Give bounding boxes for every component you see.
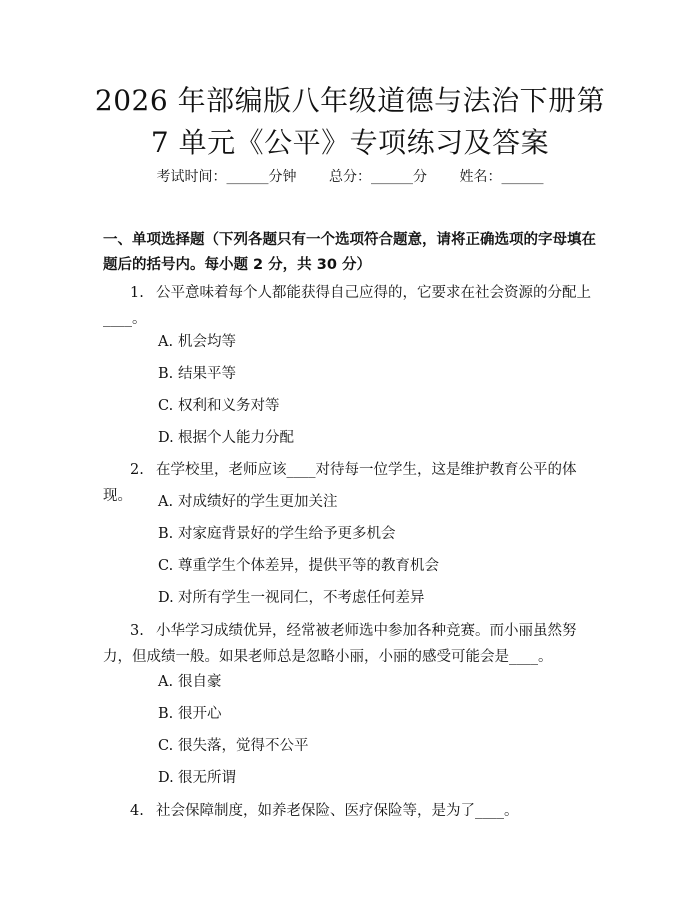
option-3c — [158, 736, 598, 756]
question-4 — [103, 798, 603, 824]
option-2c — [158, 556, 598, 576]
option-text: 对所有学生一视同仁，不考虑任何差异 — [178, 590, 425, 606]
option-text: 很失落，觉得不公平 — [178, 738, 309, 754]
option-letter: D. — [158, 430, 174, 446]
option-3d — [158, 768, 598, 788]
option-text: 对家庭背景好的学生给予更多机会 — [178, 526, 396, 542]
option-letter: C. — [158, 398, 174, 414]
option-letter: A. — [158, 674, 174, 690]
option-text: 机会均等 — [178, 334, 236, 350]
option-letter: B. — [158, 366, 174, 382]
question-number: 4. — [130, 803, 144, 819]
question-text: 社会保障制度，如养老保险、医疗保险等，是为了____。 — [156, 803, 519, 819]
option-text: 尊重学生个体差异，提供平等的教育机会 — [178, 558, 439, 574]
option-1b — [158, 364, 598, 384]
option-text: 结果平等 — [178, 366, 236, 382]
total-score-field: 总分：______分 — [329, 169, 427, 185]
option-1c — [158, 396, 598, 416]
question-text: 公平意味着每个人都能获得自己应得的，它要求在社会资源的分配上____。 — [103, 285, 591, 327]
option-letter: C. — [158, 558, 174, 574]
option-letter: D. — [158, 590, 174, 606]
option-2d — [158, 588, 598, 608]
exam-info-line — [0, 167, 700, 187]
option-3a — [158, 672, 598, 692]
student-name-field: 姓名：______ — [459, 169, 544, 185]
option-3b — [158, 704, 598, 724]
question-text: 小华学习成绩优异，经常被老师选中参加各种竞赛。而小丽虽然努力，但成绩一般。如果老师总是忽略小丽，小丽的感受可能会是____。 — [103, 623, 577, 665]
option-2a — [158, 492, 598, 512]
option-letter: A. — [158, 494, 174, 510]
option-letter: A. — [158, 334, 174, 350]
question-number: 3. — [130, 623, 144, 639]
option-1a — [158, 332, 598, 352]
option-1d — [158, 428, 598, 448]
question-3 — [103, 618, 603, 670]
option-text: 很无所谓 — [178, 770, 236, 786]
option-text: 对成绩好的学生更加关注 — [178, 494, 338, 510]
option-letter: C. — [158, 738, 174, 754]
option-2b — [158, 524, 598, 544]
option-text: 很自豪 — [178, 674, 222, 690]
exam-time-field: 考试时间：______分钟 — [156, 169, 297, 185]
question-text: 在学校里，老师应该____对待每一位学生，这是维护教育公平的体现。 — [103, 462, 577, 504]
question-number: 1. — [130, 285, 144, 301]
option-letter: D. — [158, 770, 174, 786]
section-heading: 一、单项选择题（下列各题只有一个选项符合题意，请将正确选项的字母填在题后的括号内。每小题 2 分，共 30 分） — [103, 232, 596, 273]
option-letter: B. — [158, 706, 174, 722]
option-text: 权利和义务对等 — [178, 398, 280, 414]
option-text: 根据个人能力分配 — [178, 430, 294, 446]
document-title: 2026 年部编版八年级道德与法治下册第 7 单元《公平》专项练习及答案 — [94, 84, 606, 159]
question-number: 2. — [130, 462, 144, 478]
option-letter: B. — [158, 526, 174, 542]
question-1 — [103, 280, 603, 332]
option-text: 很开心 — [178, 706, 222, 722]
